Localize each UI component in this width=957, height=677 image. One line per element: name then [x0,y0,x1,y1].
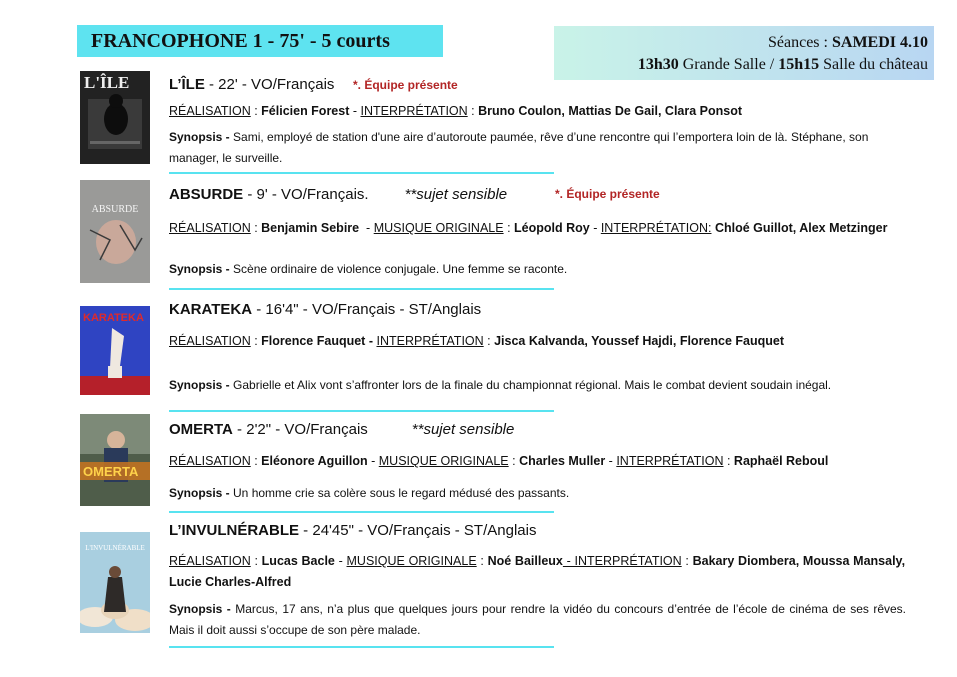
credits-omerta: RÉALISATION : Eléonore Aguillon - MUSIQUE ORIGINALE : Charles Muller - INTERPRÉTATION : Raphaël Reboul [169,454,829,468]
credit-label: RÉALISATION [169,104,251,118]
credit-names: Eléonore Aguillon [261,454,368,468]
credit-names: Bakary Diombera, Moussa Mansaly, Lucie Charles-Alfred [169,554,906,589]
credit-names: Léopold Roy [514,221,590,235]
film-title: L’INVULNÉRABLE [169,522,300,539]
credit-sep: : [250,221,262,235]
credit-sep: : [476,554,488,568]
film-head-linvulnerable [169,522,536,539]
poster-lile-title: L'ÎLE [84,73,130,92]
synopsis-lile [169,127,906,169]
credit-label: INTERPRÉTATION [616,454,724,468]
synopsis-absurde [169,259,906,280]
seances-day: SAMEDI 4.10 [831,34,928,51]
poster-omerta [80,414,150,506]
synopsis-label: Synopsis - [169,262,234,276]
credit-names: Jisca Kalvanda, Youssef Hajdi, Florence Fauquet [494,334,785,348]
separator-line [169,410,554,412]
poster-absurde-art [80,180,150,283]
film-head-omerta [169,421,514,438]
film-title: L’ÎLE [169,76,205,93]
credit-names: Charles Muller [519,454,606,468]
seances-label: Séances : [768,34,832,51]
credit-label: MUSIQUE ORIGINALE [346,554,477,568]
credit-label: INTERPRÉTATION [574,554,682,568]
film-info: - 16'4" - VO/Français - ST/Anglais [252,301,482,318]
film-head-absurde [169,186,507,203]
film-title: KARATEKA [169,301,253,318]
separator-line [169,511,554,513]
separator-line [169,646,554,648]
time-2: 15h15 [778,56,820,73]
credit-sep: : [723,454,734,468]
film-title: ABSURDE [169,186,244,203]
sensitive-note: **sujet sensible [411,421,515,438]
film-head-karateka [169,301,481,318]
credits-lile: RÉALISATION : Félicien Forest - INTERPRÉTATION : Bruno Coulon, Mattias De Gail, Clara Ponsot [169,104,743,118]
credit-sep: : [681,554,693,568]
credit-sep: : [483,334,495,348]
credit-label: RÉALISATION [169,454,251,468]
credit-label: INTERPRÉTATION [360,104,468,118]
synopsis-label: Synopsis - [169,130,234,144]
credit-sep: : [250,334,262,348]
credit-label: RÉALISATION [169,334,251,348]
credit-names: Félicien Forest [261,104,350,118]
credit-label: INTERPRÉTATION: [600,221,712,235]
synopsis-omerta [169,483,906,504]
equipe-badge: *. Équipe présente [555,187,660,201]
credit-sep: : [508,454,520,468]
synopsis-text: Un homme crie sa colère sous le regard médusé des passants. [233,486,570,500]
poster-absurde [80,180,150,283]
credits-linvulnerable: RÉALISATION : Lucas Bacle - MUSIQUE ORIGINALE : Noé Bailleux - INTERPRÉTATION : Bakary Diombera, Moussa Mansaly, Lucie Charles-Alfred [169,554,906,589]
film-info: - 9' - VO/Français. [243,186,369,203]
credit-names: Benjamin Sebire [261,221,360,235]
synopsis-text: Scène ordinaire de violence conjugale. Une femme se raconte. [233,262,568,276]
seances-line-2 [554,54,928,76]
credit-sep: : [250,554,262,568]
room-1: Grande Salle / [678,56,779,73]
poster-karateka-title: KARATEKA [83,312,144,324]
credit-sep: : [503,221,515,235]
credit-label: RÉALISATION [169,221,251,235]
credit-sep: : [250,104,262,118]
poster-omerta-title: OMERTA [83,464,139,479]
synopsis-label: Synopsis - [169,378,234,392]
time-1: 13h30 [637,56,679,73]
credit-names: Florence Fauquet [261,334,366,348]
credit-names: Lucas Bacle [261,554,335,568]
film-info: - 22' - VO/Français [204,76,335,93]
synopsis-label: Synopsis - [169,602,236,616]
separator-line [169,288,554,290]
poster-omerta-art [80,414,150,506]
synopsis-karateka [169,375,906,396]
film-info: - 2'2" - VO/Français [232,421,368,438]
film-title: OMERTA [169,421,233,438]
credit-label: MUSIQUE ORIGINALE [373,221,504,235]
credit-names: Raphaël Reboul [733,454,829,468]
synopsis-text: Marcus, 17 ans, n’a plus que quelques jours pour rendre la vidéo du concours d’entrée de l’école de cinéma de ses rêves. Mais il doit aussi s’occupe de son père malade. [169,602,907,637]
credit-names: Bruno Coulon, Mattias De Gail, Clara Ponsot [478,104,743,118]
credit-label: INTERPRÉTATION [376,334,484,348]
sensitive-note: **sujet sensible [404,186,508,203]
poster-linvulnerable [80,532,150,633]
synopsis-label: Synopsis - [169,486,234,500]
poster-lile [80,71,150,164]
poster-linvulnerable-title: L'INVULNÉRABLE [85,544,145,552]
seances-box [554,26,934,80]
room-2: Salle du château [819,56,928,73]
synopsis-linvulnerable [169,599,906,641]
credit-names: Chloé Guillot, Alex Metzinger [714,221,888,235]
credit-sep: : [250,454,262,468]
credits-karateka: RÉALISATION : Florence Fauquet - INTERPRÉTATION : Jisca Kalvanda, Youssef Hajdi, Florence Fauquet [169,334,785,348]
synopsis-text: Gabrielle et Alix vont s’affronter lors de la finale du championnat régional. Mais le combat devient soudain inégal. [233,378,832,392]
credits-absurde: RÉALISATION : Benjamin Sebire - MUSIQUE ORIGINALE : Léopold Roy - INTERPRÉTATION: Chloé Guillot, Alex Metzinger [169,221,888,235]
film-head-lile [169,76,334,93]
equipe-badge: *. Équipe présente [353,78,458,92]
poster-absurde-title: ABSURDE [91,204,139,215]
synopsis-text: Sami, employé de station d'une aire d’autoroute paumée, rêve d’une rencontre qui l’emportera loin de là. Stéphane, son manager, le surveille. [169,130,869,165]
seances-line-1 [554,32,928,54]
credit-names: Noé Bailleux [487,554,563,568]
credit-label: RÉALISATION [169,554,251,568]
programme-title: FRANCOPHONE 1 - 75' - 5 courts [77,25,443,57]
credit-sep: : [467,104,479,118]
film-info: - 24'45" - VO/Français - ST/Anglais [299,522,537,539]
separator-line [169,172,554,174]
credit-label: MUSIQUE ORIGINALE [378,454,509,468]
poster-karateka [80,306,150,395]
